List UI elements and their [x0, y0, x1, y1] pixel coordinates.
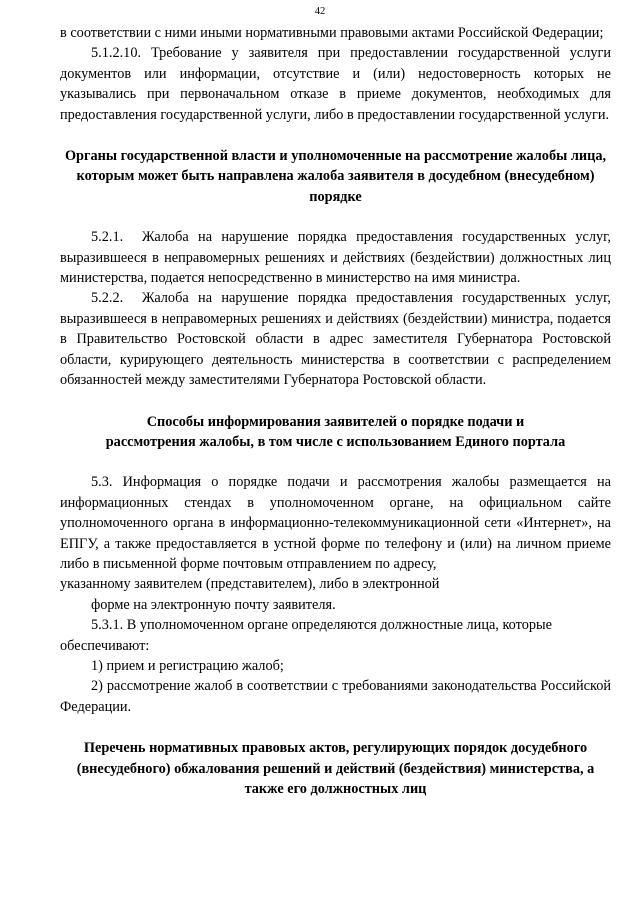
paragraph-5-3-continuation: форме на электронную почту заявителя.: [91, 596, 336, 613]
spacer: [60, 452, 611, 472]
paragraph-5-3-1: 5.3.1. В уполномоченном органе определяются должностные лица, которые: [91, 617, 552, 634]
paragraph-5-2-1: 5.2.1. Жалоба на нарушение порядка предоставления государственных услуг, выразившееся в неправомерных решениях и действиях (бездействии) должностных лиц министерства, подается непосредственно в министерство на имя министра.: [60, 229, 611, 287]
paragraph-5-3-tail: указанному заявителем (представителем), либо в электронной: [60, 576, 440, 593]
paragraph-5-3-1-continuation: обеспечивают:: [60, 637, 150, 654]
spacer: [60, 207, 611, 227]
spacer: [60, 391, 611, 412]
paragraph-5-3: 5.3. Информация о порядке подачи и рассмотрения жалобы размещается на информационных стендах в уполномоченном органе, на официальном сайте уполномоченного органа в информационно-телекоммуникационной сети «Интернет», на ЕПГУ, а также предоставляется в устной форме по телефону и (или) на личном приеме либо в письменной форме почтовым отправлением по адресу,: [60, 474, 611, 572]
section-heading-regulatory-acts: Перечень нормативных правовых актов, регулирующих порядок досудебного (внесудебного) обжалования решений и действий (бездействия) министерства, а также его должностных лиц: [76, 740, 595, 797]
spacer: [60, 717, 611, 738]
section-heading-complaint-bodies: Органы государственной власти и уполномоченные на рассмотрение жалобы лица, которым может быть направлена жалоба заявителя в досудебном (внесудебном) порядке: [64, 148, 607, 205]
list-item-2: 2) рассмотрение жалоб в соответствии с требованиями законодательства Российской Федерации.: [60, 678, 611, 715]
document-body: [60, 23, 611, 799]
paragraph-5-1-2-10: 5.1.2.10. Требование у заявителя при предоставлении государственной услуги документов или информации, отсутствие и (или) недостоверность которых не указывались при первоначальном отказе в приеме документов, необходимых для предоставления государственной услуги, либо в предоставлении государственной услуги.: [60, 45, 611, 123]
section-heading-informing-methods: Способы информирования заявителей о порядке подачи и рассмотрения жалобы, в том числе с использованием Единого портала: [105, 413, 566, 450]
paragraph-continuation: в соответствии с ними иными нормативными правовыми актами Российской Федерации;: [60, 25, 604, 41]
list-item-1: 1) прием и регистрацию жалоб;: [91, 657, 284, 674]
spacer: [60, 125, 611, 146]
page-number: 42: [314, 6, 326, 17]
paragraph-5-2-2: 5.2.2. Жалоба на нарушение порядка предоставления государственных услуг, выразившееся в неправомерных решениях и действиях (бездействии) министра, подается в Правительство Ростовской области в адрес заместителя Губернатора Ростовской области, курирующего деятельность министерства в соответствии с распределением обязанностей между заместителями Губернатора Ростовской области.: [60, 290, 611, 389]
